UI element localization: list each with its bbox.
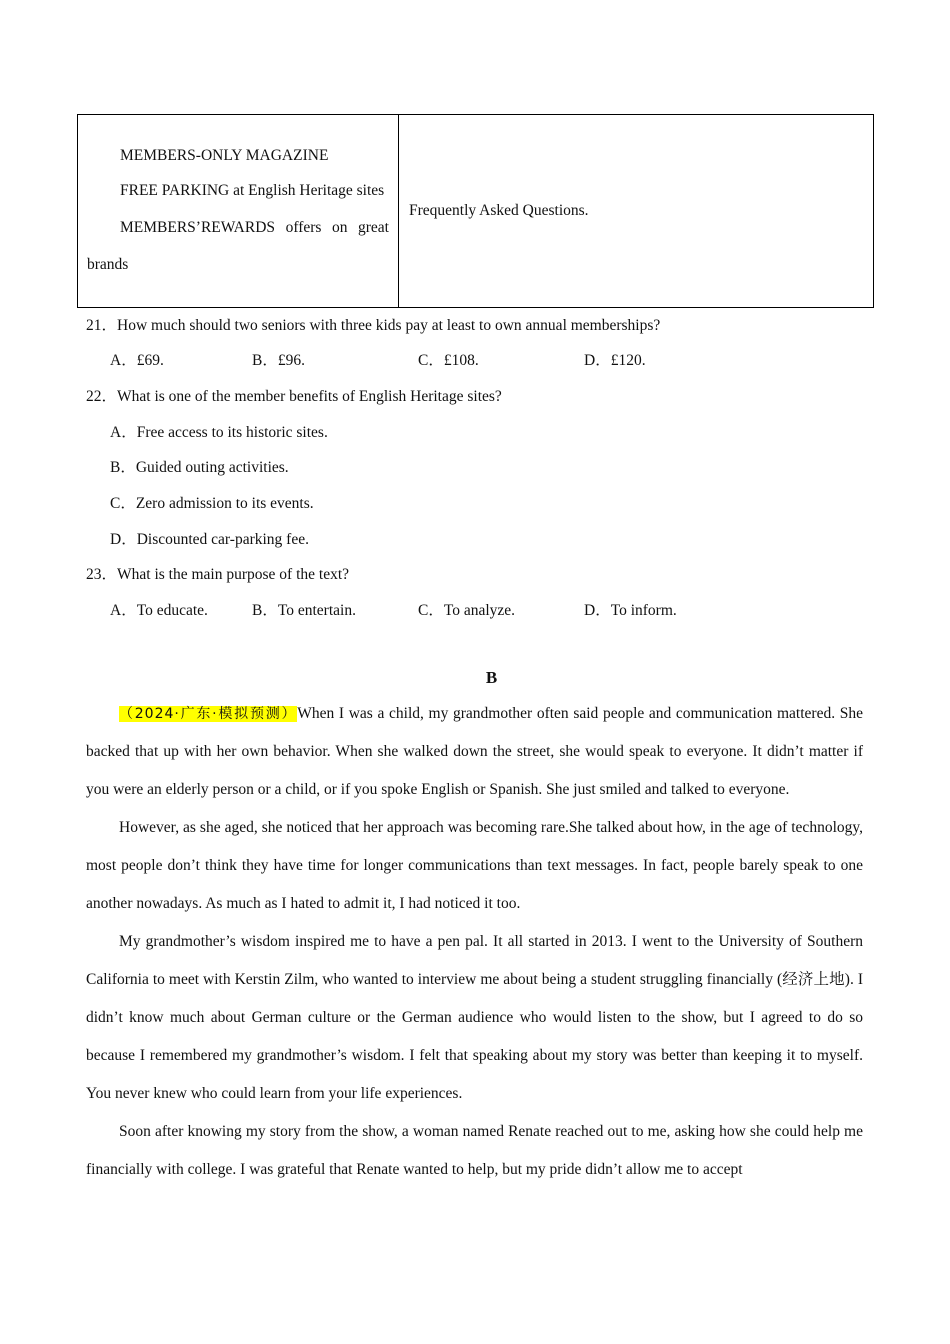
option-21c: C．£108. <box>418 352 479 369</box>
benefit-line: MEMBERS-ONLY MAGAZINE <box>120 147 329 164</box>
option-23b: B．To entertain. <box>252 602 356 619</box>
option-22a: A．Free access to its historic sites. <box>110 424 328 441</box>
passage-paragraph: Soon after knowing my story from the show, a woman named Renate reached out to me, asking how she could help me financially with college. I was grateful that Renate wanted to help, but my pride didn’t allow me to accept <box>86 1123 863 1178</box>
section-heading: B <box>485 668 498 687</box>
passage-paragraph: My grandmother’s wisdom inspired me to have a pen pal. It all started in 2013. I went to the University of Southern California to meet with Kerstin Zilm, who wanted to interview me about being a student struggling financially (经济上地). I didn’t know much about German culture or the German audience who would listen to the show, but I agreed to do so because I remembered my grandmother’s wisdom. I felt that speaking about my story was better than keeping it to myself. You never knew who could learn from your life experiences. <box>86 933 863 1102</box>
option-22b: B．Guided outing activities. <box>110 459 289 476</box>
option-22d: D．Discounted car-parking fee. <box>110 531 309 548</box>
option-23d: D．To inform. <box>584 602 677 619</box>
question-21: 21．How much should two seniors with three kids pay at least to own annual memberships? <box>86 317 661 334</box>
question-22: 22．What is one of the member benefits of English Heritage sites? <box>86 388 502 405</box>
benefits-table <box>77 114 874 308</box>
option-23a: A．To educate. <box>110 602 208 619</box>
option-21d: D．£120. <box>584 352 646 369</box>
option-21a: A．£69. <box>110 352 164 369</box>
passage-paragraph: However, as she aged, she noticed that her approach was becoming rare.She talked about how, in the age of technology, most people don’t think they have time for longer communications than text messages. In fact, people barely speak to one another nowadays. As much as I hated to admit it, I had noticed it too. <box>86 819 863 912</box>
faq-text: Frequently Asked Questions. <box>409 202 589 219</box>
reading-passage <box>86 695 863 1189</box>
passage-paragraph: （2024·广东·模拟预测）When I was a child, my grandmother often said people and communication mattered. She backed that up with her own behavior. When she walked down the street, she would speak to everyone. It didn’t matter if you were an elderly person or a child, or if you spoke English or Spanish. She just smiled and talked to everyone. <box>86 705 863 798</box>
question-23: 23．What is the main purpose of the text? <box>86 566 350 583</box>
option-22c: C．Zero admission to its events. <box>110 495 314 512</box>
faq-cell <box>399 115 874 308</box>
option-23c: C．To analyze. <box>418 602 516 619</box>
benefit-line: FREE PARKING at English Heritage sites <box>120 182 385 199</box>
benefit-line: MEMBERS’REWARDS offers on great brands <box>87 219 389 273</box>
option-21b: B．£96. <box>252 352 305 369</box>
benefits-cell <box>78 115 399 308</box>
source-tag: （2024·广东·模拟预测） <box>119 706 298 722</box>
